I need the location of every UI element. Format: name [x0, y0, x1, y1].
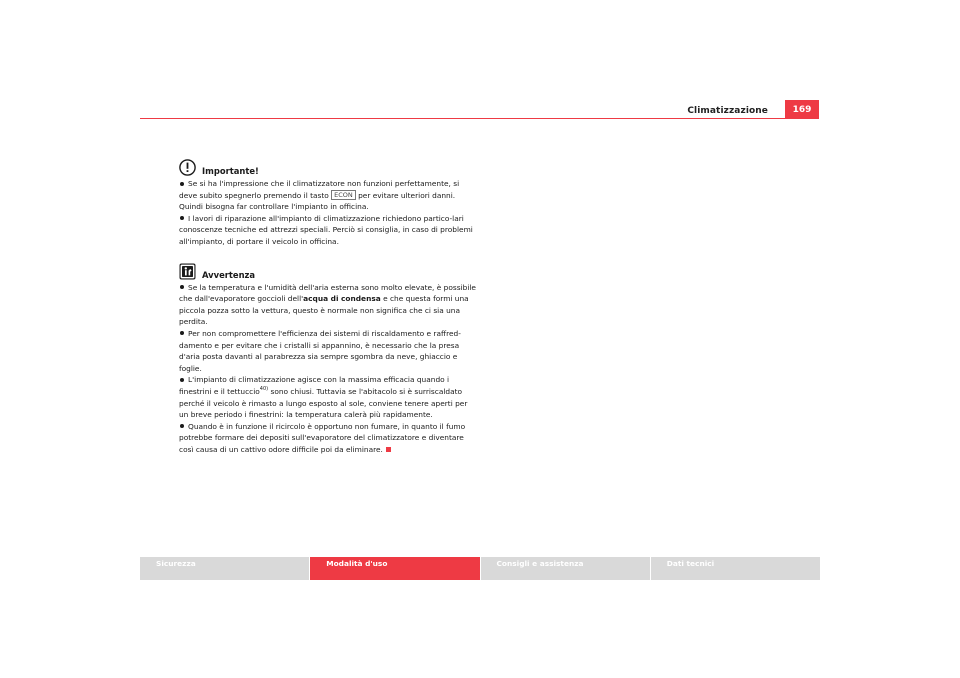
item-text: sono chiusi. Tuttavia se l'abitacolo si è surriscaldato perché il veicolo è rimasto a lungo esposto al sole, conviene tenere aperti per un breve periodo i finestrini: la temperatura calerà più rapidamente. — [179, 386, 468, 420]
item-text: L'impianto di climatizzazione agisce con la massima efficacia quando i finestrini e il tettuccio — [179, 375, 450, 396]
exclamation-circle-icon — [179, 159, 196, 176]
info-note-icon — [179, 263, 196, 280]
bold-term: acqua di condensa — [303, 294, 381, 304]
warning-heading — [179, 262, 477, 280]
warning-item — [179, 328, 477, 374]
item-text: per evitare ulteriori danni. Quindi bisogna far controllare l'impianto in officina. — [179, 190, 456, 212]
item-text: Per non compromettere l'efficienza dei sistemi di riscaldamento e raffred-damento e per evitare che i cristalli si appannino, è necessario che la presa d'aria posta davanti al parabrezza sia sempre sgombra da neve, ghiaccio e foglie. — [179, 328, 461, 373]
footer-navigation — [140, 557, 820, 580]
econ-key-label: ECON — [331, 190, 356, 200]
page-header — [0, 0, 960, 120]
chapter-title: Climatizzazione — [687, 106, 768, 116]
warning-title: Avvertenza — [202, 269, 256, 280]
warning-item — [179, 374, 477, 420]
footer-tab-dati-tecnici[interactable]: Dati tecnici — [651, 557, 820, 580]
item-text: Se la temperatura e l'umidità dell'aria esterna sono molto elevate, è possibile che dall'evaporatore goccioli dell' — [179, 282, 476, 304]
page-number: 169 — [785, 100, 819, 118]
important-heading — [179, 158, 477, 176]
item-text: I lavori di riparazione all'impianto di climatizzazione richiedono partico-lari conoscenze tecniche ed attrezzi speciali. Perciò si consiglia, in caso di problemi all'impianto, di portare il veicolo in officina. — [179, 213, 473, 246]
bullet-icon — [180, 285, 184, 289]
bullet-icon — [180, 182, 184, 186]
footer-tab-consigli-e-assistenza[interactable]: Consigli e assistenza — [481, 557, 650, 580]
footer-tab-sicurezza[interactable]: Sicurezza — [140, 557, 309, 580]
important-item — [179, 213, 477, 248]
bullet-icon — [180, 216, 184, 220]
important-item — [179, 178, 477, 213]
item-text: e che questa formi una piccola pozza sotto la vettura, questo è normale non significa che ci sia una perdita. — [179, 294, 469, 327]
main-content — [179, 158, 477, 455]
item-text: Se si ha l'impressione che il climatizzatore non funzioni perfettamente, si deve subito spegnerlo premendo il tasto — [179, 179, 460, 200]
warning-item — [179, 421, 477, 456]
footer-tab-modalita-duso[interactable]: Modalità d'uso — [310, 557, 479, 580]
warning-item — [179, 282, 477, 328]
item-text: Quando è in funzione il ricircolo è opportuno non fumare, in quanto il fumo potrebbe formare dei depositi sull'evaporatore del climatizzatore e diventare così causa di un cattivo odore difficile poi da eliminare. — [179, 421, 466, 454]
important-notice — [179, 158, 477, 248]
header-divider — [140, 118, 819, 119]
footnote-reference: 40) — [259, 385, 269, 392]
important-title: Importante! — [202, 166, 259, 176]
bullet-icon — [180, 424, 184, 428]
bullet-icon — [180, 331, 184, 335]
warning-notice — [179, 262, 477, 456]
end-of-section-marker — [386, 447, 391, 452]
bullet-icon — [180, 378, 184, 382]
